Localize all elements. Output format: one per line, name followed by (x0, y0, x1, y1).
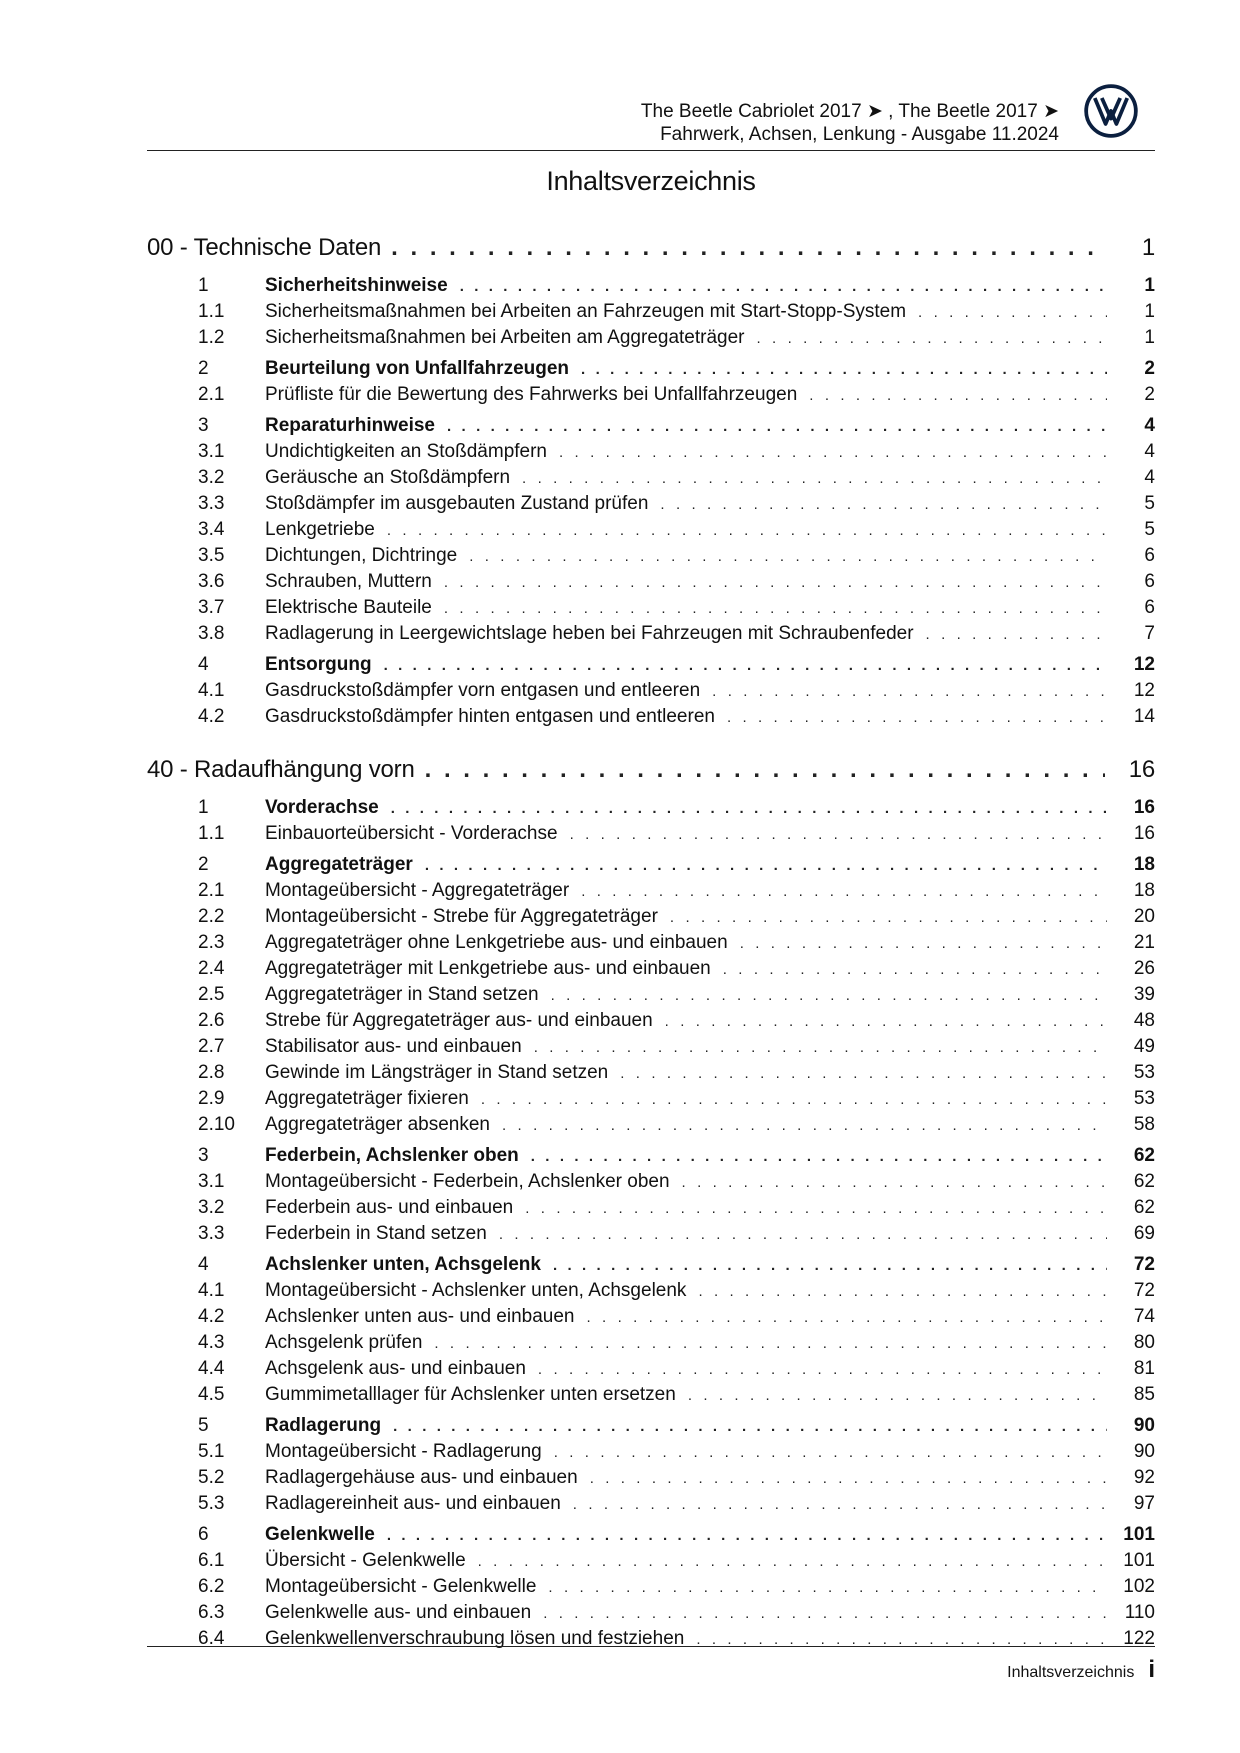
entry-number: 4.2 (198, 1306, 225, 1327)
toc-entry-row[interactable] (147, 706, 1155, 732)
dot-leader (387, 522, 1107, 539)
toc-section-row[interactable] (147, 797, 1155, 823)
toc-entry-row[interactable] (147, 1602, 1155, 1628)
toc-section (147, 275, 1155, 353)
entry-title: Sicherheitsmaßnahmen bei Arbeiten am Aggregateträger (265, 327, 745, 348)
entry-page: 5 (1144, 519, 1155, 540)
chapter-title: 00 - Technische Daten (147, 234, 382, 261)
entry-title: Aggregateträger mit Lenkgetriebe aus- und einbauen (265, 958, 711, 979)
toc-entry-row[interactable] (147, 1384, 1155, 1410)
entry-page: 18 (1133, 880, 1155, 901)
chapter-page: 1 (1141, 234, 1155, 261)
dot-leader (554, 1444, 1107, 1461)
entry-page: 97 (1133, 1493, 1155, 1514)
section-title: Federbein, Achslenker oben (265, 1145, 519, 1166)
toc-entry-row[interactable] (147, 1628, 1155, 1654)
toc-section-row[interactable] (147, 1145, 1155, 1171)
dot-leader (384, 657, 1107, 674)
toc-section-row[interactable] (147, 275, 1155, 301)
entry-title: Radlagergehäuse aus- und einbauen (265, 1467, 578, 1488)
entry-page: 81 (1133, 1358, 1155, 1379)
page-header (147, 98, 1155, 150)
section-page: 18 (1133, 854, 1155, 875)
entry-page: 6 (1144, 597, 1155, 618)
toc-entry-row[interactable] (147, 467, 1155, 493)
entry-page: 26 (1133, 958, 1155, 979)
toc-section (147, 1415, 1155, 1519)
toc-entry-row[interactable] (147, 1036, 1155, 1062)
entry-number: 6.1 (198, 1550, 225, 1571)
entry-number: 4.4 (198, 1358, 225, 1379)
entry-page: 5 (1144, 493, 1155, 514)
dot-leader (809, 387, 1107, 404)
entry-page: 48 (1133, 1010, 1155, 1031)
entry-title: Achsgelenk prüfen (265, 1332, 423, 1353)
entry-number: 4.1 (198, 1280, 225, 1301)
entry-page: 72 (1133, 1280, 1155, 1301)
entry-page: 6 (1144, 571, 1155, 592)
dot-leader (723, 961, 1107, 978)
toc-entry-row[interactable] (147, 545, 1155, 571)
entry-page: 69 (1133, 1223, 1155, 1244)
section-title: Sicherheitshinweise (265, 275, 448, 296)
toc-section-row[interactable] (147, 358, 1155, 384)
entry-page: 21 (1133, 932, 1155, 953)
toc-entry-row[interactable] (147, 1114, 1155, 1140)
dot-leader (522, 470, 1107, 487)
entry-page: 4 (1144, 467, 1155, 488)
dot-leader (926, 626, 1107, 643)
toc-entry-row[interactable] (147, 1010, 1155, 1036)
entry-number: 2.7 (198, 1036, 225, 1057)
entry-number: 2.5 (198, 984, 225, 1005)
entry-number: 2.4 (198, 958, 225, 979)
section-number: 1 (198, 797, 209, 818)
toc-entry-row[interactable] (147, 958, 1155, 984)
dot-leader (581, 883, 1107, 900)
dot-leader (393, 1418, 1107, 1435)
entry-title: Geräusche an Stoßdämpfern (265, 467, 511, 488)
toc-section (147, 1524, 1155, 1654)
dot-leader (434, 1335, 1107, 1352)
chapter-page: 16 (1128, 756, 1155, 783)
dot-leader (553, 1257, 1107, 1274)
entry-title: Gelenkwelle aus- und einbauen (265, 1602, 532, 1623)
toc-section (147, 797, 1155, 849)
entry-page: 62 (1133, 1197, 1155, 1218)
toc-entry-row[interactable] (147, 984, 1155, 1010)
entry-number: 3.8 (198, 623, 225, 644)
entry-title: Achslenker unten aus- und einbauen (265, 1306, 575, 1327)
toc-entry-row[interactable] (147, 880, 1155, 906)
toc-section (147, 358, 1155, 410)
section-number: 1 (198, 275, 209, 296)
entry-page: 7 (1144, 623, 1155, 644)
dot-leader (559, 444, 1107, 461)
entry-title: Gewinde im Längsträger in Stand setzen (265, 1062, 609, 1083)
entry-number: 4.2 (198, 706, 225, 727)
footer-rule (147, 1646, 1155, 1647)
entry-page: 92 (1133, 1467, 1155, 1488)
section-title: Achslenker unten, Achsgelenk (265, 1254, 541, 1275)
entry-number: 4.5 (198, 1384, 225, 1405)
entry-title: Montageübersicht - Aggregateträger (265, 880, 570, 901)
entry-page: 90 (1133, 1441, 1155, 1462)
entry-page: 6 (1144, 545, 1155, 566)
entry-number: 6.2 (198, 1576, 225, 1597)
toc-section (147, 1254, 1155, 1410)
entry-number: 2.2 (198, 906, 225, 927)
entry-title: Montageübersicht - Strebe für Aggregateträger (265, 906, 658, 927)
entry-title: Schrauben, Muttern (265, 571, 432, 592)
entry-page: 101 (1123, 1550, 1155, 1571)
toc-entry-row[interactable] (147, 597, 1155, 623)
dot-leader (570, 826, 1107, 843)
dot-leader (447, 418, 1107, 435)
toc-entry-row[interactable] (147, 1306, 1155, 1332)
section-number: 2 (198, 854, 209, 875)
entry-number: 1.1 (198, 823, 225, 844)
header-text (641, 100, 1059, 146)
entry-number: 6.3 (198, 1602, 225, 1623)
entry-page: 49 (1133, 1036, 1155, 1057)
toc-entry-row[interactable] (147, 1332, 1155, 1358)
toc-entry-row[interactable] (147, 1467, 1155, 1493)
table-of-contents (147, 234, 1155, 1654)
entry-title: Montageübersicht - Radlagerung (265, 1441, 542, 1462)
entry-page: 74 (1133, 1306, 1155, 1327)
toc-entry-row[interactable] (147, 1358, 1155, 1384)
toc-entry-row[interactable] (147, 623, 1155, 649)
dot-leader (757, 330, 1108, 347)
toc-section (147, 654, 1155, 732)
dot-leader (581, 361, 1107, 378)
entry-title: Prüfliste für die Bewertung des Fahrwerks bei Unfallfahrzeugen (265, 384, 798, 405)
entry-title: Stoßdämpfer im ausgebauten Zustand prüfen (265, 493, 649, 514)
entry-number: 2.1 (198, 384, 225, 405)
entry-title: Gasdruckstoßdämpfer vorn entgasen und entleeren (265, 680, 701, 701)
section-page: 4 (1144, 415, 1155, 436)
toc-section-row[interactable] (147, 1254, 1155, 1280)
dot-leader (425, 756, 1105, 784)
toc-entry-row[interactable] (147, 1062, 1155, 1088)
entry-page: 58 (1133, 1114, 1155, 1135)
section-title: Entsorgung (265, 654, 372, 675)
dot-leader (538, 1361, 1107, 1378)
section-number: 6 (198, 1524, 209, 1545)
entry-number: 3.3 (198, 493, 225, 514)
entry-number: 3.1 (198, 1171, 225, 1192)
entry-title: Gelenkwellenverschraubung lösen und festziehen (265, 1628, 685, 1649)
section-number: 3 (198, 415, 209, 436)
toc-entry-row[interactable] (147, 327, 1155, 353)
toc-section (147, 1145, 1155, 1249)
dot-leader (460, 278, 1107, 295)
entry-number: 3.2 (198, 1197, 225, 1218)
entry-page: 85 (1133, 1384, 1155, 1405)
toc-entry-row[interactable] (147, 571, 1155, 597)
toc-section-row[interactable] (147, 654, 1155, 680)
entry-number: 4.3 (198, 1332, 225, 1353)
vw-logo-icon (1084, 84, 1138, 138)
toc-entry-row[interactable] (147, 1088, 1155, 1114)
entry-page: 16 (1133, 823, 1155, 844)
entry-title: Dichtungen, Dichtringe (265, 545, 458, 566)
dot-leader (543, 1605, 1107, 1622)
dot-leader (391, 800, 1107, 817)
dot-leader (444, 600, 1107, 617)
dot-leader (387, 1527, 1107, 1544)
entry-number: 3.4 (198, 519, 225, 540)
toc-section-row[interactable] (147, 1524, 1155, 1550)
entry-page: 20 (1133, 906, 1155, 927)
entry-number: 3.5 (198, 545, 225, 566)
entry-page: 122 (1123, 1628, 1155, 1649)
section-number: 4 (198, 654, 209, 675)
toc-entry-row[interactable] (147, 906, 1155, 932)
entry-number: 2.9 (198, 1088, 225, 1109)
dot-leader (587, 1309, 1107, 1326)
toc-entry-row[interactable] (147, 301, 1155, 327)
entry-page: 39 (1133, 984, 1155, 1005)
entry-page: 62 (1133, 1171, 1155, 1192)
toc-section-row[interactable] (147, 415, 1155, 441)
entry-number: 2.3 (198, 932, 225, 953)
toc-entry-row[interactable] (147, 1441, 1155, 1467)
dot-leader (478, 1553, 1107, 1570)
section-number: 3 (198, 1145, 209, 1166)
entry-number: 2.10 (198, 1114, 235, 1135)
dot-leader (698, 1283, 1107, 1300)
section-title: Beurteilung von Unfallfahrzeugen (265, 358, 570, 379)
entry-number: 2.1 (198, 880, 225, 901)
toc-entry-row[interactable] (147, 932, 1155, 958)
entry-title: Aggregateträger fixieren (265, 1088, 469, 1109)
entry-title: Lenkgetriebe (265, 519, 375, 540)
dot-leader (534, 1039, 1107, 1056)
entry-number: 3.7 (198, 597, 225, 618)
entry-title: Stabilisator aus- und einbauen (265, 1036, 522, 1057)
entry-title: Einbauortеübersicht - Vorderachse (265, 823, 558, 844)
dot-leader (551, 987, 1107, 1004)
dot-leader (712, 683, 1107, 700)
section-number: 2 (198, 358, 209, 379)
entry-page: 80 (1133, 1332, 1155, 1353)
entry-title: Radlagerung in Leergewichtslage heben bei Fahrzeugen mit Schraubenfeder (265, 623, 914, 644)
entry-title: Aggregateträger absenken (265, 1114, 490, 1135)
toc-entry-row[interactable] (147, 384, 1155, 410)
entry-number: 2.6 (198, 1010, 225, 1031)
entry-page: 2 (1144, 384, 1155, 405)
section-number: 5 (198, 1415, 209, 1436)
chapter-title: 40 - Radaufhängung vorn (147, 756, 415, 783)
dot-leader (469, 548, 1107, 565)
dot-leader (665, 1013, 1107, 1030)
dot-leader (682, 1174, 1107, 1191)
entry-number: 3.6 (198, 571, 225, 592)
entry-page: 53 (1133, 1088, 1155, 1109)
toc-entry-row[interactable] (147, 1171, 1155, 1197)
toc-entry-row[interactable] (147, 823, 1155, 849)
dot-leader (660, 496, 1107, 513)
dot-leader (918, 304, 1107, 321)
entry-number: 2.8 (198, 1062, 225, 1083)
entry-title: Montageübersicht - Achslenker unten, Achsgelenk (265, 1280, 687, 1301)
entry-title: Gasdruckstoßdämpfer hinten entgasen und entleeren (265, 706, 715, 727)
section-page: 90 (1133, 1415, 1155, 1436)
entry-page: 53 (1133, 1062, 1155, 1083)
entry-title: Elektrische Bauteile (265, 597, 432, 618)
section-title: Aggregateträger (265, 854, 413, 875)
header-rule (147, 150, 1155, 151)
entry-page: 1 (1144, 301, 1155, 322)
entry-number: 6.4 (198, 1628, 225, 1649)
toc-entry-row[interactable] (147, 680, 1155, 706)
entry-number: 5.3 (198, 1493, 225, 1514)
dot-leader (688, 1387, 1107, 1404)
entry-title: Undichtigkeiten an Stoßdämpfern (265, 441, 547, 462)
entry-title: Montageübersicht - Federbein, Achslenker oben (265, 1171, 670, 1192)
section-page: 101 (1123, 1524, 1155, 1545)
dot-leader (391, 234, 1105, 262)
section-title: Radlagerung (265, 1415, 382, 1436)
section-page: 12 (1133, 654, 1155, 675)
entry-number: 3.3 (198, 1223, 225, 1244)
entry-title: Strebe für Aggregateträger aus- und einbauen (265, 1010, 653, 1031)
entry-page: 12 (1133, 680, 1155, 701)
section-page: 62 (1133, 1145, 1155, 1166)
entry-title: Übersicht - Gelenkwelle (265, 1550, 466, 1571)
entry-number: 4.1 (198, 680, 225, 701)
dot-leader (620, 1065, 1107, 1082)
dot-leader (727, 709, 1107, 726)
footer-label: Inhaltsverzeichnis (1007, 1664, 1135, 1681)
toc-section (147, 415, 1155, 649)
entry-title: Federbein in Stand setzen (265, 1223, 487, 1244)
section-title: Reparaturhinweise (265, 415, 435, 436)
toc-entry-row[interactable] (147, 519, 1155, 545)
entry-title: Gummimetalllager für Achslenker unten ersetzen (265, 1384, 676, 1405)
page-footer (1007, 1656, 1155, 1684)
section-page: 72 (1133, 1254, 1155, 1275)
toc-entry-row[interactable] (147, 1576, 1155, 1602)
section-title: Vorderachse (265, 797, 379, 818)
dot-leader (740, 935, 1107, 952)
entry-title: Federbein aus- und einbauen (265, 1197, 514, 1218)
toc-chapter (147, 756, 1155, 1654)
dot-leader (425, 857, 1107, 874)
header-line-1: The Beetle Cabriolet 2017 ➤ , The Beetle 2017 ➤ (640, 101, 1059, 122)
entry-title: Aggregateträger in Stand setzen (265, 984, 539, 1005)
toc-chapter-row[interactable] (147, 756, 1155, 792)
dot-leader (502, 1117, 1107, 1134)
toc-entry-row[interactable] (147, 441, 1155, 467)
toc-section-row[interactable] (147, 1415, 1155, 1441)
dot-leader (573, 1496, 1107, 1513)
dot-leader (548, 1579, 1107, 1596)
entry-page: 4 (1144, 441, 1155, 462)
toc-chapter (147, 234, 1155, 732)
entry-number: 5.2 (198, 1467, 225, 1488)
toc-entry-row[interactable] (147, 1223, 1155, 1249)
entry-title: Sicherheitsmaßnahmen bei Arbeiten an Fahrzeugen mit Start-Stopp-System (265, 301, 907, 322)
entry-number: 1.1 (198, 301, 225, 322)
dot-leader (481, 1091, 1107, 1108)
entry-number: 3.2 (198, 467, 225, 488)
dot-leader (670, 909, 1107, 926)
section-title: Gelenkwelle (265, 1524, 375, 1545)
section-number: 4 (198, 1254, 209, 1275)
dot-leader (444, 574, 1107, 591)
entry-page: 14 (1133, 706, 1155, 727)
dot-leader (590, 1470, 1107, 1487)
footer-page-number: i (1148, 1656, 1155, 1683)
dot-leader (525, 1200, 1107, 1217)
entry-page: 102 (1123, 1576, 1155, 1597)
entry-title: Achsgelenk aus- und einbauen (265, 1358, 526, 1379)
entry-number: 1.2 (198, 327, 225, 348)
entry-page: 110 (1124, 1602, 1155, 1623)
entry-title: Aggregateträger ohne Lenkgetriebe aus- und einbauen (265, 932, 728, 953)
entry-page: 1 (1144, 327, 1155, 348)
entry-title: Radlagereinheit aus- und einbauen (265, 1493, 561, 1514)
toc-chapter-row[interactable] (147, 234, 1155, 270)
toc-entry-row[interactable] (147, 1197, 1155, 1223)
header-line-2: Fahrwerk, Achsen, Lenkung - Ausgabe 11.2024 (660, 124, 1059, 145)
dot-leader (499, 1226, 1107, 1243)
toc-section (147, 854, 1155, 1140)
toc-entry-row[interactable] (147, 493, 1155, 519)
toc-entry-row[interactable] (147, 1280, 1155, 1306)
section-page: 1 (1144, 275, 1155, 296)
toc-entry-row[interactable] (147, 1550, 1155, 1576)
section-page: 2 (1144, 358, 1155, 379)
section-page: 16 (1133, 797, 1155, 818)
entry-number: 3.1 (198, 441, 225, 462)
entry-number: 5.1 (198, 1441, 225, 1462)
dot-leader (531, 1148, 1107, 1165)
page-title: Inhaltsverzeichnis (546, 166, 756, 196)
toc-section-row[interactable] (147, 854, 1155, 880)
toc-entry-row[interactable] (147, 1493, 1155, 1519)
entry-title: Montageübersicht - Gelenkwelle (265, 1576, 537, 1597)
